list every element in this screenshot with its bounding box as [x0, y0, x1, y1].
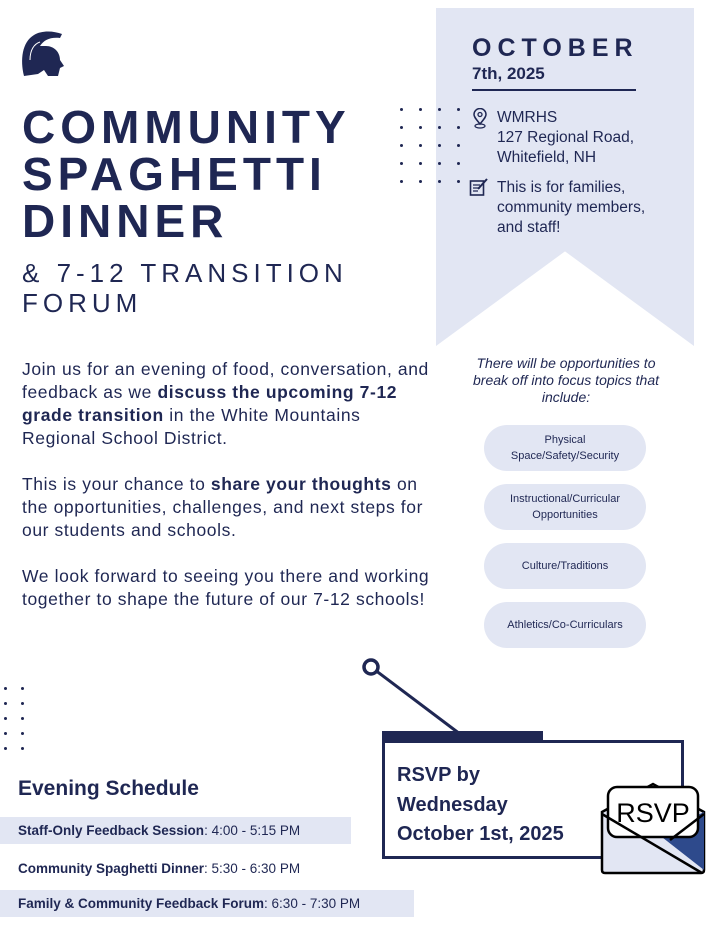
dot — [4, 687, 7, 690]
rsvp-envelope-icon — [598, 778, 708, 876]
event-day: 7th, 2025 — [472, 64, 545, 83]
audience-note: This is for families, community members, and staff! — [497, 179, 646, 236]
title-line: DINNER — [22, 195, 229, 247]
dot — [419, 144, 422, 147]
dot — [4, 732, 7, 735]
dot — [457, 126, 460, 129]
event-month: OCTOBER — [472, 34, 639, 62]
schedule-name: Staff-Only Feedback Session — [18, 823, 205, 838]
focus-topic-pill: Culture/Traditions — [484, 543, 646, 589]
divider — [472, 89, 636, 91]
dot — [4, 717, 7, 720]
rsvp-line: Wednesday — [397, 793, 508, 816]
text-bold: discuss the upcoming 7-12 grade transition — [22, 382, 398, 425]
text-bold: share your thoughts — [210, 474, 392, 494]
text: in the White Mountains Regional School District. — [22, 405, 361, 448]
dot — [457, 180, 460, 183]
dot — [419, 162, 422, 165]
dot — [400, 162, 403, 165]
schedule-item — [0, 817, 351, 844]
dot-pattern — [4, 687, 24, 750]
schedule-item — [0, 855, 351, 882]
dot — [438, 144, 441, 147]
dot — [438, 162, 441, 165]
intro-text — [22, 358, 432, 634]
dot — [400, 108, 403, 111]
location-pin-icon — [472, 108, 488, 130]
location — [497, 108, 634, 168]
location-line: 127 Regional Road, — [497, 129, 635, 146]
text: We look forward to seeing you there and working together to shape the future of our 7-12 schools! — [22, 566, 430, 609]
schedule-time: : 5:30 - 6:30 PM — [204, 861, 301, 876]
dot — [419, 108, 422, 111]
rsvp-deadline — [397, 761, 564, 850]
rsvp-bar — [382, 731, 543, 742]
title-line: SPAGHETTI — [22, 148, 327, 200]
focus-intro: There will be opportunities to break off into focus topics that include: — [473, 355, 659, 405]
dot — [4, 702, 7, 705]
schedule-heading: Evening Schedule — [18, 777, 199, 800]
event-title — [22, 101, 351, 247]
dot — [400, 144, 403, 147]
focus-topic-pill: Athletics/Co-Curriculars — [484, 602, 646, 648]
dot — [400, 180, 403, 183]
dot — [438, 126, 441, 129]
text: Join us for an evening of food, conversation, and feedback as we — [22, 359, 429, 402]
dot — [400, 126, 403, 129]
edit-form-icon — [469, 177, 489, 197]
rsvp-line: RSVP by — [397, 764, 480, 786]
rsvp-line: October 1st, 2025 — [397, 823, 564, 845]
subtitle-line: & 7-12 TRANSITION — [22, 258, 348, 288]
event-subtitle — [22, 258, 348, 318]
dot — [4, 747, 7, 750]
dot-pattern — [400, 108, 460, 183]
schedule-name: Family & Community Feedback Forum — [18, 896, 265, 911]
schedule-name: Community Spaghetti Dinner — [18, 861, 205, 876]
subtitle-line: FORUM — [22, 288, 143, 318]
title-line: COMMUNITY — [22, 101, 351, 153]
spartan-helmet-icon — [20, 30, 66, 78]
dot — [21, 702, 24, 705]
dot — [457, 162, 460, 165]
dot — [21, 717, 24, 720]
schedule-time: : 4:00 - 5:15 PM — [204, 823, 301, 838]
dot — [21, 747, 24, 750]
text: on the opportunities, challenges, and next steps for our students and schools. — [22, 474, 424, 540]
envelope-label: RSVP — [616, 798, 690, 828]
dot — [21, 732, 24, 735]
location-line: Whitefield, NH — [497, 149, 597, 166]
schedule-time: : 6:30 - 7:30 PM — [264, 896, 361, 911]
dot — [21, 687, 24, 690]
focus-topic-pill: Physical Space/Safety/Security — [484, 425, 646, 471]
dot — [438, 180, 441, 183]
dot — [438, 108, 441, 111]
schedule-item — [0, 890, 414, 917]
dot — [419, 180, 422, 183]
text: This is your chance to — [22, 474, 211, 494]
dot — [419, 126, 422, 129]
dot — [457, 108, 460, 111]
dot — [457, 144, 460, 147]
location-line: WMRHS — [497, 109, 558, 126]
focus-topic-pill: Instructional/Curricular Opportunities — [484, 484, 646, 530]
